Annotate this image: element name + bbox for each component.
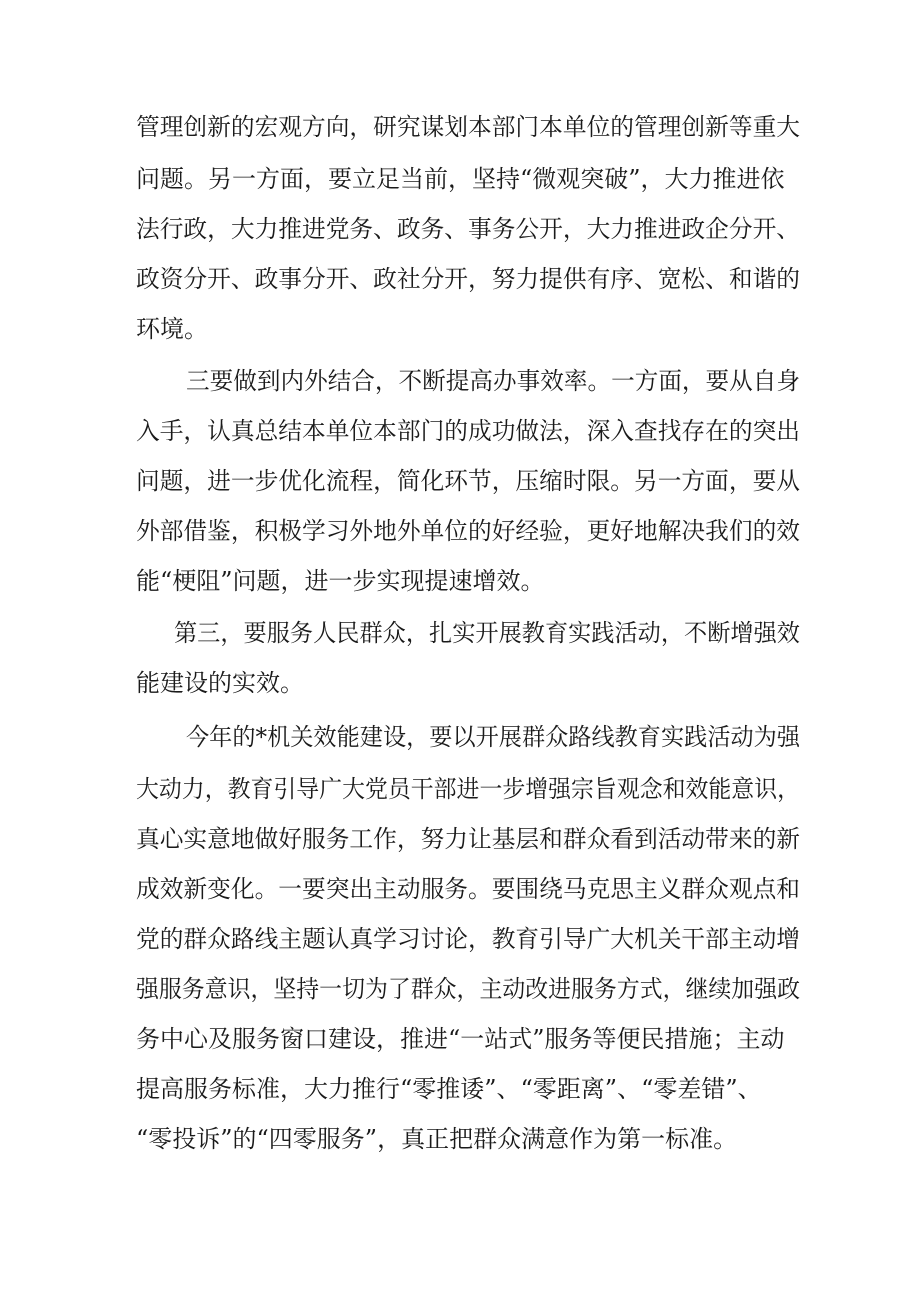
text-line: 外部借鉴，积极学习外地外单位的好经验，更好地解决我们的效 <box>136 517 801 545</box>
text-line: 法行政，大力推进党务、政务、事务公开，大力推进政企分开、 <box>136 215 801 243</box>
paragraph-start-line: 今年的*机关效能建设，要以开展群众路线教育实践活动为强 <box>186 723 800 751</box>
text-line: 务中心及服务窗口建设，推进“一站式”服务等便民措施；主动 <box>136 1025 785 1053</box>
text-line: 党的群众路线主题认真学习讨论，教育引导广大机关干部主动增 <box>136 925 801 953</box>
text-line: 入手，认真总结本单位本部门的成功做法，深入查找存在的突出 <box>136 417 801 445</box>
text-line: 大动力，教育引导广大党员干部进一步增强宗旨观念和效能意识， <box>136 775 800 803</box>
paragraph-start-line: 三要做到内外结合，不断提高办事效率。一方面，要从自身 <box>186 367 801 395</box>
text-line: 成效新变化。一要突出主动服务。要围绕马克思主义群众观点和 <box>136 875 801 903</box>
text-line: “零投诉”的“四零服务”，真正把群众满意作为第一标准。 <box>136 1125 738 1153</box>
text-line: 管理创新的宏观方向，研究谋划本部门本单位的管理创新等重大 <box>136 113 801 141</box>
text-line: 问题，进一步优化流程，简化环节，压缩时限。另一方面，要从 <box>136 467 801 495</box>
text-line: 提高服务标准，大力推行“零推诿”、“零距离”、“零差错”、 <box>136 1075 762 1103</box>
text-line: 真心实意地做好服务工作，努力让基层和群众看到活动带来的新 <box>136 825 801 853</box>
section-heading-line: 能建设的实效。 <box>136 669 304 697</box>
text-line: 能“梗阻”问题，进一步实现提速增效。 <box>136 567 545 595</box>
text-line: 强服务意识，坚持一切为了群众，主动改进服务方式，继续加强政 <box>136 975 800 1003</box>
text-line: 问题。另一方面，要立足当前，坚持“微观突破”，大力推进依 <box>136 165 785 193</box>
text-line: 政资分开、政事分开、政社分开，努力提供有序、宽松、和谐的 <box>136 265 801 293</box>
text-line: 环境。 <box>136 315 208 343</box>
section-heading-line: 第三，要服务人民群众，扎实开展教育实践活动，不断增强效 <box>174 619 800 647</box>
